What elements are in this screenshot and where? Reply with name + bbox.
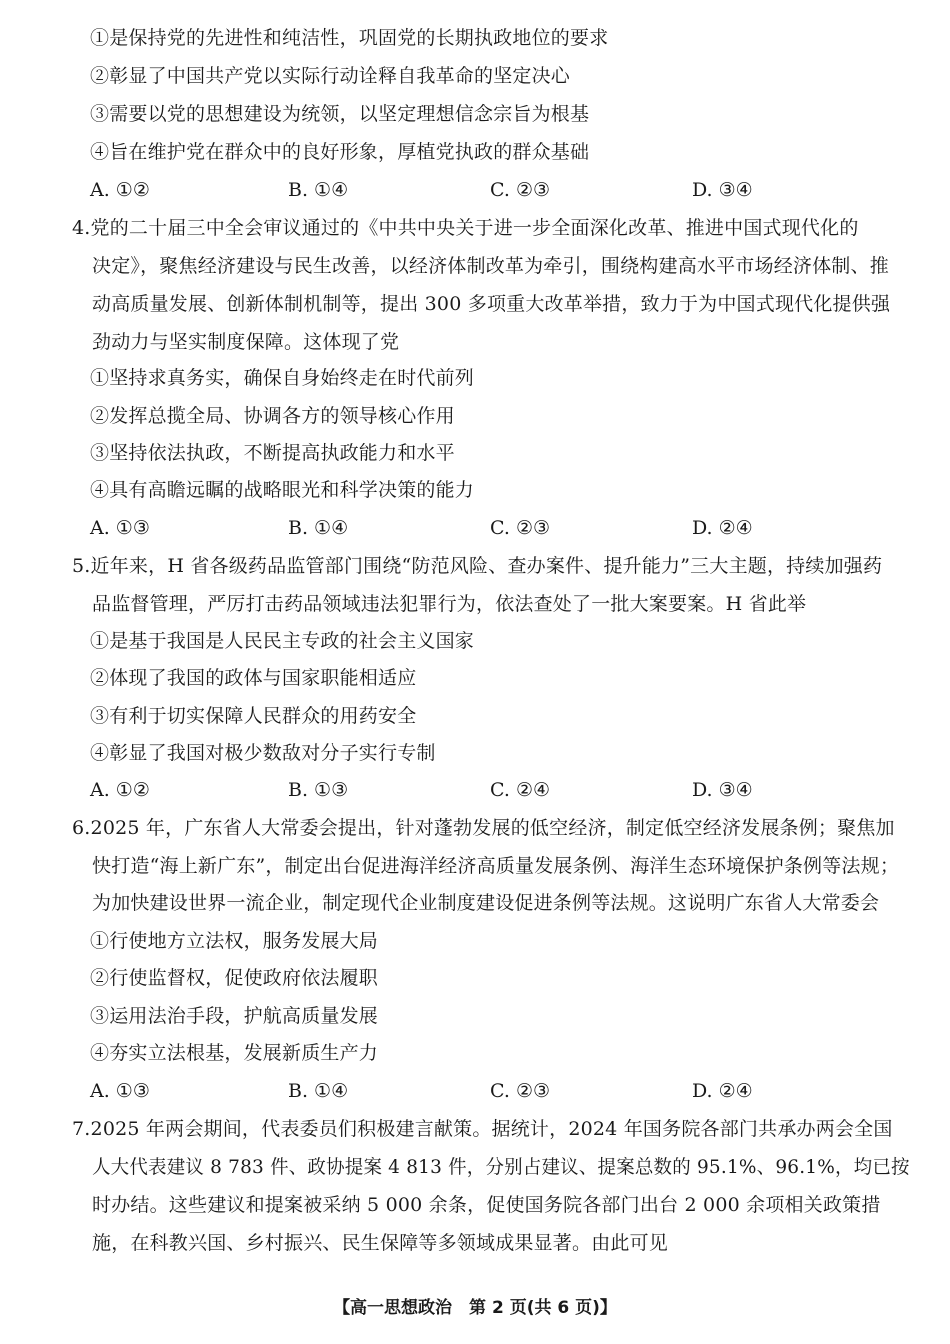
pre-choices [90, 178, 850, 202]
choice-d: D. ③④ [692, 179, 753, 201]
choice-b: B. ①④ [288, 517, 349, 539]
pre-option-1: ①是保持党的先进性和纯洁性，巩固党的长期执政地位的要求 [90, 27, 609, 49]
q4-option-3: ③坚持依法执政，不断提高执政能力和水平 [90, 442, 455, 464]
choice-c: C. ②③ [490, 1080, 551, 1102]
q5-choices [90, 778, 850, 802]
q5-option-2: ②体现了我国的政体与国家职能相适应 [90, 667, 417, 689]
q6-choices [90, 1079, 850, 1103]
q4-option-1: ①坚持求真务实，确保自身始终走在时代前列 [90, 367, 475, 389]
choice-d: D. ③④ [692, 779, 753, 801]
choice-d: D. ②④ [692, 1080, 753, 1102]
choice-a: A. ①③ [90, 1080, 150, 1102]
q4-choices [90, 516, 850, 540]
q5-option-4: ④彰显了我国对极少数敌对分子实行专制 [90, 742, 436, 764]
q5-option-3: ③有利于切实保障人民群众的用药安全 [90, 705, 417, 727]
q6-option-3: ③运用法治手段，护航高质量发展 [90, 1005, 379, 1027]
choice-a: A. ①③ [90, 517, 150, 539]
choice-c: C. ②③ [490, 517, 551, 539]
q4-option-2: ②发挥总揽全局、协调各方的领导核心作用 [90, 405, 455, 427]
choice-b: B. ①④ [288, 179, 349, 201]
q6-option-2: ②行使监督权，促使政府依法履职 [90, 967, 379, 989]
choice-a: A. ①② [90, 779, 150, 801]
choice-a: A. ①② [90, 179, 150, 201]
q4-option-4: ④具有高瞻远瞩的战略眼光和科学决策的能力 [90, 479, 475, 501]
q6-stem-line-3: 为加快建设世界一流企业，制定现代企业制度建设促进条例等法规。这说明广东省人大常委会 [92, 892, 880, 914]
q7-stem-line-3: 时办结。这些建议和提案被采纳 5 000 余条，促使国务院各部门出台 2 000 余项相关政策措 [92, 1194, 881, 1216]
q7-stem-line-4: 施，在科教兴国、乡村振兴、民生保障等多领域成果显著。由此可见 [92, 1232, 669, 1254]
q7-stem-line-1: 7.2025 年两会期间，代表委员们积极建言献策。据统计，2024 年国务院各部门共承办两会全国 [72, 1118, 893, 1140]
pre-option-2: ②彰显了中国共产党以实际行动诠释自我革命的坚定决心 [90, 65, 571, 87]
q6-option-4: ④夯实立法根基，发展新质生产力 [90, 1042, 379, 1064]
choice-c: C. ②④ [490, 779, 551, 801]
q6-option-1: ①行使地方立法权，服务发展大局 [90, 930, 379, 952]
page-footer: 【高一思想政治 第 2 页(共 6 页)】 [333, 1298, 617, 1318]
pre-option-3: ③需要以党的思想建设为统领，以坚定理想信念宗旨为根基 [90, 103, 590, 125]
q4-stem-line-4: 劲动力与坚实制度保障。这体现了党 [92, 331, 400, 353]
q5-stem-line-2: 品监督管理，严厉打击药品领域违法犯罪行为，依法查处了一批大案要案。H 省此举 [92, 593, 807, 615]
q4-stem-line-3: 动高质量发展、创新体制机制等，提出 300 多项重大改革举措，致力于为中国式现代化提供强 [92, 293, 891, 315]
q7-stem-line-2: 人大代表建议 8 783 件、政协提案 4 813 件，分别占建议、提案总数的 95.1%、96.1%，均已按 [92, 1156, 910, 1178]
q5-stem-line-1: 5.近年来，H 省各级药品监管部门围绕“防范风险、查办案件、提升能力”三大主题，持续加强药 [72, 555, 883, 577]
choice-d: D. ②④ [692, 517, 753, 539]
choice-b: B. ①③ [288, 779, 349, 801]
choice-b: B. ①④ [288, 1080, 349, 1102]
q4-stem-line-2: 决定》，聚焦经济建设与民生改善，以经济体制改革为牵引，围绕构建高水平市场经济体制、推 [92, 255, 889, 277]
q6-stem-line-2: 快打造“海上新广东”，制定出台促进海洋经济高质量发展条例、海洋生态环境保护条例等法规； [92, 855, 900, 877]
choice-c: C. ②③ [490, 179, 551, 201]
q6-stem-line-1: 6.2025 年，广东省人大常委会提出，针对蓬勃发展的低空经济，制定低空经济发展条例；聚焦加 [72, 817, 895, 839]
q4-stem-line-1: 4.党的二十届三中全会审议通过的《中共中央关于进一步全面深化改革、推进中国式现代化的 [72, 217, 859, 239]
pre-option-4: ④旨在维护党在群众中的良好形象，厚植党执政的群众基础 [90, 141, 590, 163]
q5-option-1: ①是基于我国是人民民主专政的社会主义国家 [90, 630, 475, 652]
